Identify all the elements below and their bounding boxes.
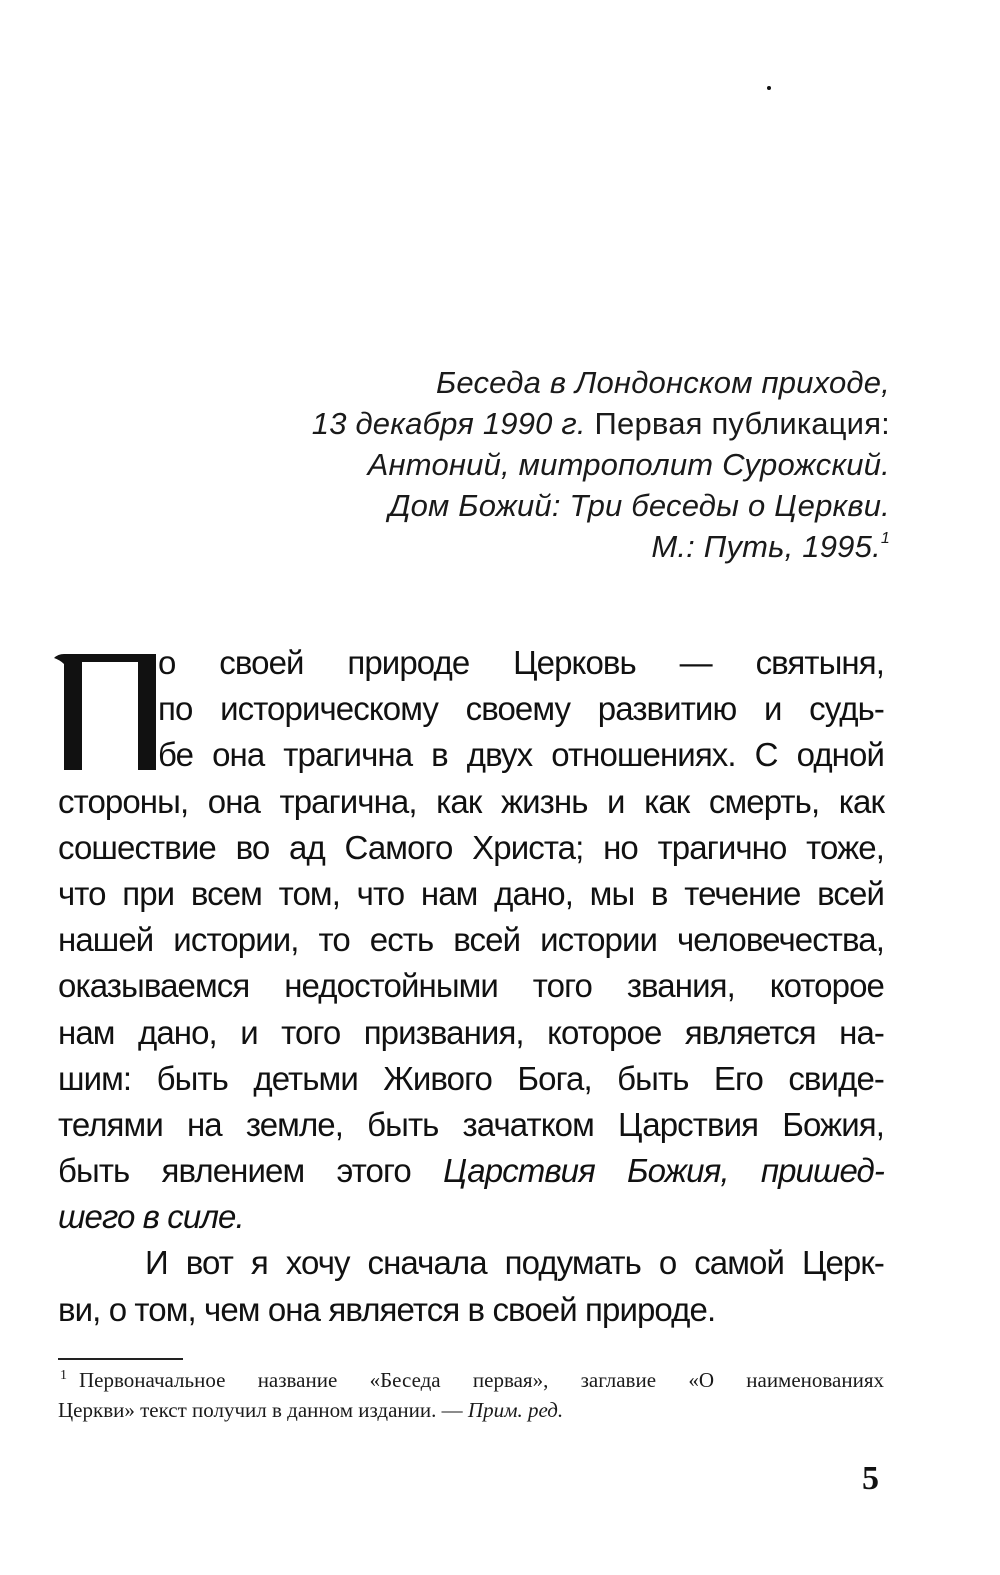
text-line: телями на земле, быть зачатком Царствия Божия, [58, 1105, 884, 1143]
text-line-italic-quote-end: шего в силе. [58, 1198, 244, 1236]
paragraph-1 [58, 640, 884, 1240]
epigraph-publisher: М.: Путь, 1995. [651, 529, 881, 564]
body-text [58, 640, 884, 1333]
footnote-reference[interactable]: 1 [880, 530, 890, 547]
text-line: нашей истории, то есть всей истории человечества, [58, 921, 884, 959]
text-line: сошествие во ад Самого Христа; но трагично тоже, [58, 828, 884, 866]
footnote-1-line-2 [58, 1395, 884, 1425]
epigraph-first-publication-label: Первая публикация: [585, 406, 890, 441]
text-line: нам дано, и того призвания, которое является на- [58, 1013, 884, 1051]
footnote-mark: 1 [60, 1368, 67, 1383]
text-italic-quote: Царствия Божия, пришед- [443, 1152, 884, 1190]
paragraph-2 [58, 1240, 884, 1332]
epigraph-line-1: Беседа в Лондонском приходе, [436, 365, 890, 400]
page-number: 5 [862, 1460, 879, 1497]
text-line: о своей природе Церковь — святыня, [158, 644, 884, 681]
footnotes [58, 1365, 884, 1425]
epigraph-line-4: Дом Божий: Три беседы о Церкви. [388, 488, 890, 523]
text-line: И вот я хочу сначала подумать о самой Церк- [145, 1244, 884, 1282]
epigraph-date: 13 декабря 1990 г. [311, 406, 586, 441]
text-line: стороны, она трагична, как жизнь и как смерть, как [58, 782, 884, 820]
text-line: оказываемся недостойными того звания, которое [58, 967, 884, 1005]
text-line: ви, о том, чем она является в своей природе. [58, 1290, 716, 1328]
footnote-divider [58, 1358, 183, 1360]
drop-cap-pe-icon [54, 652, 156, 770]
footnote-1-line-1 [58, 1365, 884, 1395]
text-plain: быть явлением этого [58, 1152, 444, 1190]
footnote-text: Церкви» текст получил в данном издании. — [58, 1398, 468, 1422]
editor-note: Прим. ред. [467, 1398, 564, 1422]
scan-speck [767, 86, 771, 90]
text-line: по историческому своему развитию и судь- [158, 690, 884, 728]
text-line: шим: быть детьми Живого Бога, быть Его свиде- [58, 1059, 884, 1097]
footnote-text: Первоначальное название «Беседа первая», заглавие «О наименованиях [79, 1368, 884, 1392]
text-line: бе она трагична в двух отношениях. С одной [158, 736, 884, 774]
epigraph-line-2 [250, 403, 890, 444]
text-line [58, 1148, 884, 1194]
epigraph-line-3: Антоний, митрополит Сурожский. [367, 447, 890, 482]
epigraph-line-5 [250, 526, 890, 567]
epigraph [250, 362, 890, 567]
text-line: что при всем том, что нам дано, мы в течение всей [58, 874, 884, 912]
